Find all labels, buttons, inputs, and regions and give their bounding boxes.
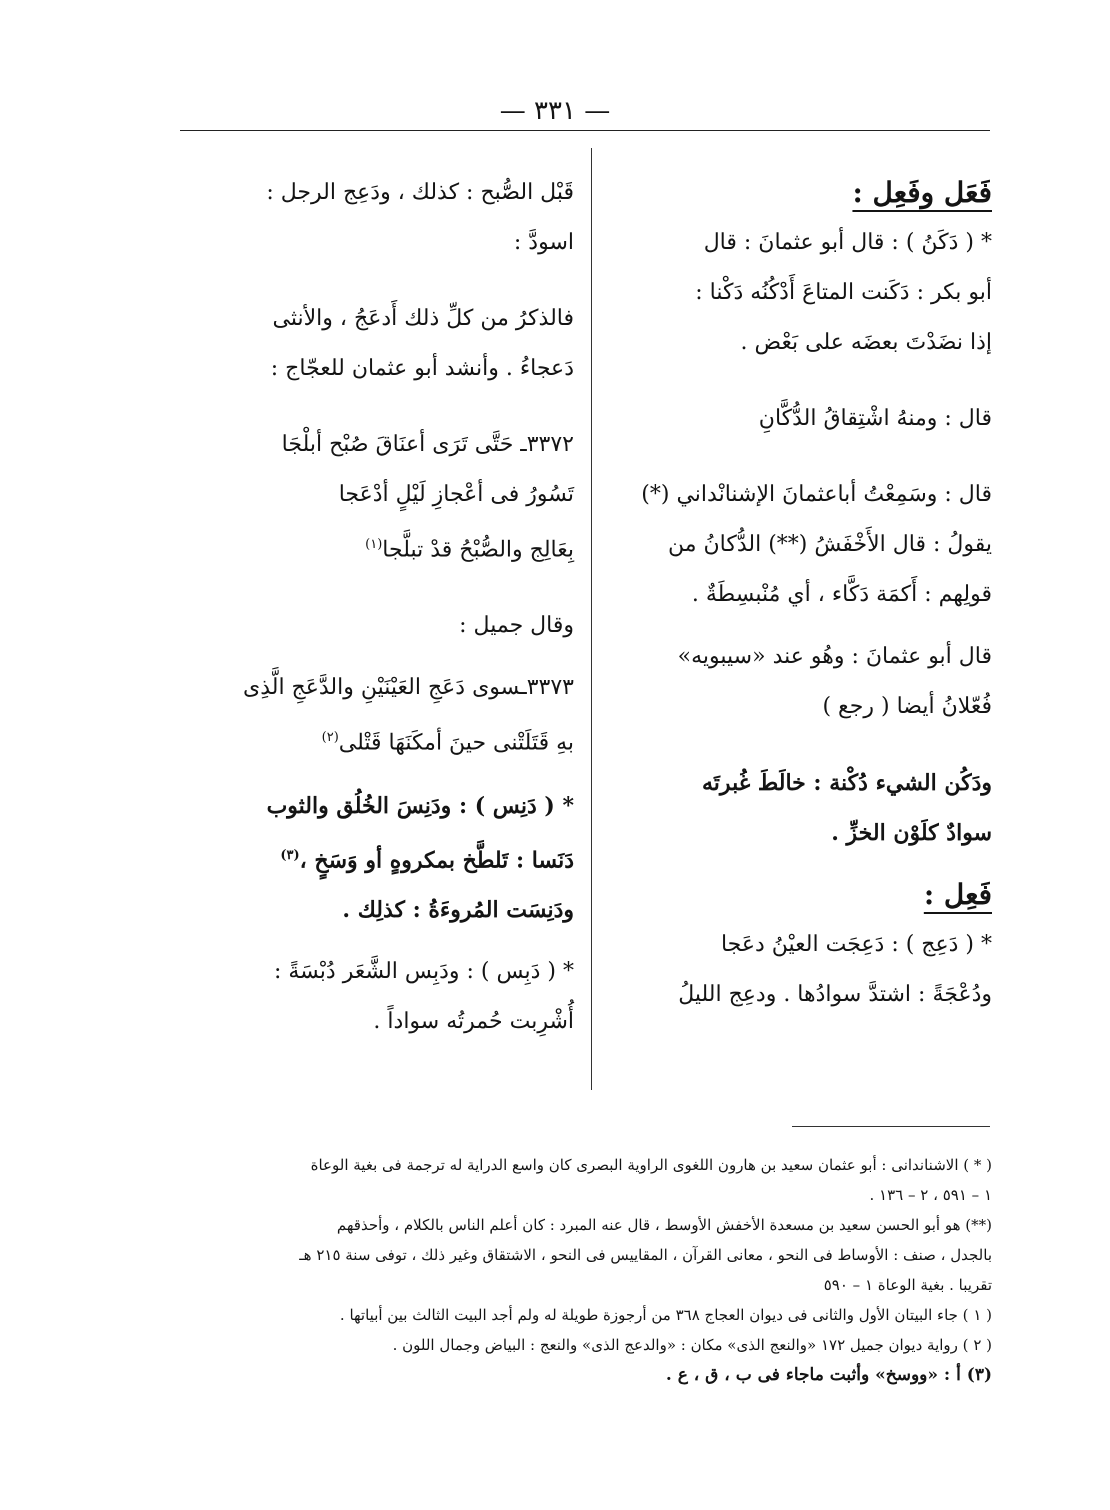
text-line: قَبْل الصُّبح : كذلك ، ودَعِج الرجل :: [266, 180, 574, 205]
page-number: — ٣٣١ —: [499, 96, 611, 126]
text-span: دَنَسا : تَلطَّخ بمكروهٍ أو وَسَخٍ ،: [299, 846, 574, 873]
footnote-ref: (١): [365, 537, 383, 552]
text-line: ودَكُن الشيء دُكْنة : خالَطَ غُبرتَه: [702, 770, 992, 796]
text-line: قال : ومنهُ اشْتِقاقُ الدُّكَّانِ: [758, 406, 992, 431]
text-line: قولِهم : أَكمَة دَكَّاء ، أي مُنْبسِطَةٌ .: [691, 582, 992, 607]
text-line: يقولُ : قال الأَخْفَشُ (**) الدُّكانُ من: [667, 532, 992, 557]
text-line: ودَنِسَت المُروءَةُ : كذلِك .: [342, 896, 574, 923]
text-line: * ( دَعِج ) : دَعِجَت العيْنُ دعَجا: [720, 932, 992, 957]
footnote-ref: (٣): [280, 847, 300, 863]
text-line: اسودَّ :: [513, 230, 574, 255]
footnote-line: (٣) أ : «ووسخ» وأثبت ماجاء فى ب ، ق ، ع .: [665, 1365, 992, 1385]
text-line: قال أبو عثمانَ : وهُو عند «سيبويه»: [677, 644, 992, 669]
verse-text: بِعَالِج والصُّبْحُ قدْ تبلَّجا: [382, 537, 574, 563]
text-line: فُعّلانُ أيضا ( رجع ): [822, 694, 992, 719]
column-divider: [591, 148, 592, 1090]
left-column: [182, 168, 574, 1047]
footnotes: [182, 1150, 992, 1390]
text-line: * ( دَنِس ) : ودَنِسَ الخُلُق والثوب: [266, 792, 574, 819]
verse-line: تَسُورُ فى أعْجازِ لَيْلٍ أدْعَجا: [338, 482, 574, 507]
header-rule: [180, 130, 990, 131]
footnote-ref: (٢): [321, 730, 339, 746]
text-line: * ( دَبِس ) : ودَبِس الشَّعَر دُبْسَةً :: [273, 958, 574, 984]
text-line: وقال جميل :: [459, 613, 574, 639]
text-line: فالذكرُ من كلِّ ذلك أَدعَجُ ، والأنثى: [272, 306, 574, 331]
footnote-line: ( * ) الاشناندانى : أبو عثمان سعيد بن هارون اللغوى الراوية البصرى كان واسع الدراية له ترجمة فى بغية الوعاة: [310, 1156, 992, 1174]
footnote-line: تقريبا . بغية الوعاة ١ – ٥٩٠: [823, 1276, 992, 1294]
section-heading-faal-wafail: فَعَل وفَعِل :: [852, 176, 992, 209]
text-line: قال : وسَمِعْتُ أباعثمانَ الإشنانْداني (*): [641, 482, 992, 507]
text-line: أبو بكر : دَكَنت المتاعَ أَدْكُنُه دَكْنا :: [695, 280, 992, 305]
footnote-line: ( ١ ) جاء البيتان الأول والثانى فى ديوان العجاج ٣٦٨ من أرجوزة طويلة له ولم أجد البيت الثالث بين أبياتها .: [339, 1306, 992, 1324]
footnote-line: ( ٢ ) رواية ديوان جميل ١٧٢ «والنعج الذى» مكان : «والدعج الذى» والنعج : البياض وجمال اللون .: [392, 1336, 992, 1354]
verse-line: [182, 520, 574, 575]
section-heading-fail: فَعِل :: [923, 878, 992, 911]
footnote-line: (**) هو أبو الحسن سعيد بن مسعدة الأخفش الأوسط ، قال عنه المبرد : كان أعلم الناس بالكلام ، وأحذقهم: [336, 1216, 992, 1234]
text-line: دَعجاءُ . وأنشد أبو عثمان للعجّاج :: [270, 356, 574, 381]
text-line: ودُعْجَةً : اشتدَّ سوادُها . ودعِج الليلُ: [678, 982, 992, 1007]
verse-line: ٣٣٧٣ـسوى دَعَجِ العَيْنَيْنِ والدَّعَجِ الَّذِى: [242, 675, 574, 701]
text-line: إذا نضَدْتَ بعضَه على بَعْض .: [740, 330, 992, 355]
right-column: [612, 168, 992, 1020]
text-line: سوادٌ كلَوْن الخزِّ .: [831, 820, 992, 846]
footnote-rule: [792, 1126, 990, 1127]
footnote-line: بالجدل ، صنف : الأوساط فى النحو ، معانى القرآن ، المقاييس فى النحو ، الاشتقاق وغير ذلك ، توفى سنة ٢١٥ هـ: [299, 1246, 992, 1264]
verse-text: بهِ قَتَلَتْنى حينَ أمكَنَهَا قَتْلى: [338, 730, 574, 756]
text-line: [182, 831, 574, 885]
verse-line: ٣٣٧٢ـ حَتَّى تَرَى أعنَاقَ صُبْح أبلْجَا: [281, 432, 574, 457]
text-line: * ( دَكَنُ ) : قال أبو عثمانَ : قال: [703, 230, 992, 255]
verse-line: [182, 713, 574, 768]
text-line: أُشْرِبت حُمرتُه سواداً .: [373, 1008, 574, 1034]
footnote-line: ١ – ٥٩١ ، ٢ – ١٣٦ .: [869, 1186, 992, 1204]
